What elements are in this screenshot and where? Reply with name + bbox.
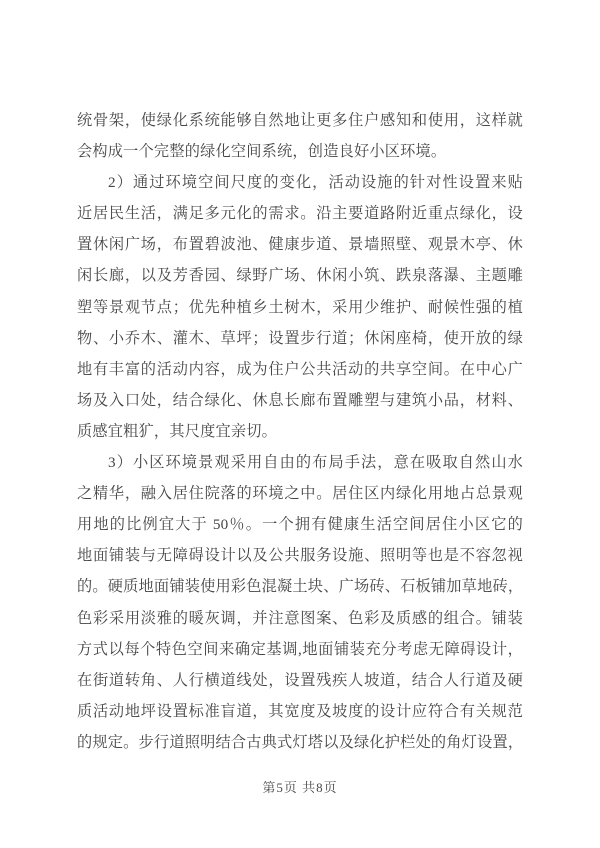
text-line: 用地的比例宜大于 50％。一个拥有健康生活空间居住小区它的 xyxy=(77,516,523,534)
text-line: 质活动地坪设置标准盲道，其宽度及坡度的设计应符合有关规范 xyxy=(77,702,523,720)
document-body xyxy=(77,105,523,758)
text-line: 统骨架，使绿化系统能够自然地让更多住户感知和使用，这样就 xyxy=(77,112,523,129)
text-line: 地面铺装与无障碍设计以及公共服务设施、照明等也是不容忽视 xyxy=(77,547,523,565)
text-line-paragraph-start: 2）通过环境空间尺度的变化，活动设施的针对性设置来贴 xyxy=(108,174,523,192)
text-line: 塑等景观节点；优先种植乡土树木，采用少维护、耐候性强的植 xyxy=(77,298,523,316)
text-line: 质感宜粗犷，其尺度宜亲切。 xyxy=(77,422,278,440)
text-line: 方式以每个特色空间来确定基调,地面铺装充分考虑无障碍设计， xyxy=(77,640,523,658)
text-line: 会构成一个完整的绿化空间系统，创造良好小区环境。 xyxy=(77,143,447,161)
text-line: 的。硬质地面铺装使用彩色混凝土块、广场砖、石板铺加草地砖， xyxy=(77,578,524,596)
text-line: 物、小乔木、灌木、草坪；设置步行道；休闲座椅，使开放的绿 xyxy=(77,329,523,347)
text-line: 的规定。步行道照明结合古典式灯塔以及绿化护栏处的角灯设置， xyxy=(77,733,524,751)
text-line-paragraph-start: 3）小区环境景观采用自由的布局手法，意在吸取自然山水 xyxy=(108,454,523,472)
text-line: 置休闲广场，布置碧波池、健康步道、景墙照壁、观景木亭、休 xyxy=(77,236,523,254)
page-number-footer: 第5页 共8页 xyxy=(262,780,338,795)
text-line: 近居民生活，满足多元化的需求。沿主要道路附近重点绿化，设 xyxy=(77,205,523,223)
text-line: 闲长廊，以及芳香园、绿野广场、休闲小筑、跌泉落瀑、主题雕 xyxy=(77,267,523,285)
text-line: 色彩采用淡雅的暖灰调，并注意图案、色彩及质感的组合。铺装 xyxy=(77,609,523,627)
text-line: 地有丰富的活动内容，成为住户公共活动的共享空间。在中心广 xyxy=(77,360,523,378)
text-line: 场及入口处，结合绿化、休息长廊布置雕塑与建筑小品，材料、 xyxy=(77,391,523,409)
text-line: 在街道转角、人行横道线处，设置残疾人坡道，结合人行道及硬 xyxy=(77,671,523,689)
text-line: 之精华，融入居住院落的环境之中。居住区内绿化用地占总景观 xyxy=(77,485,523,503)
